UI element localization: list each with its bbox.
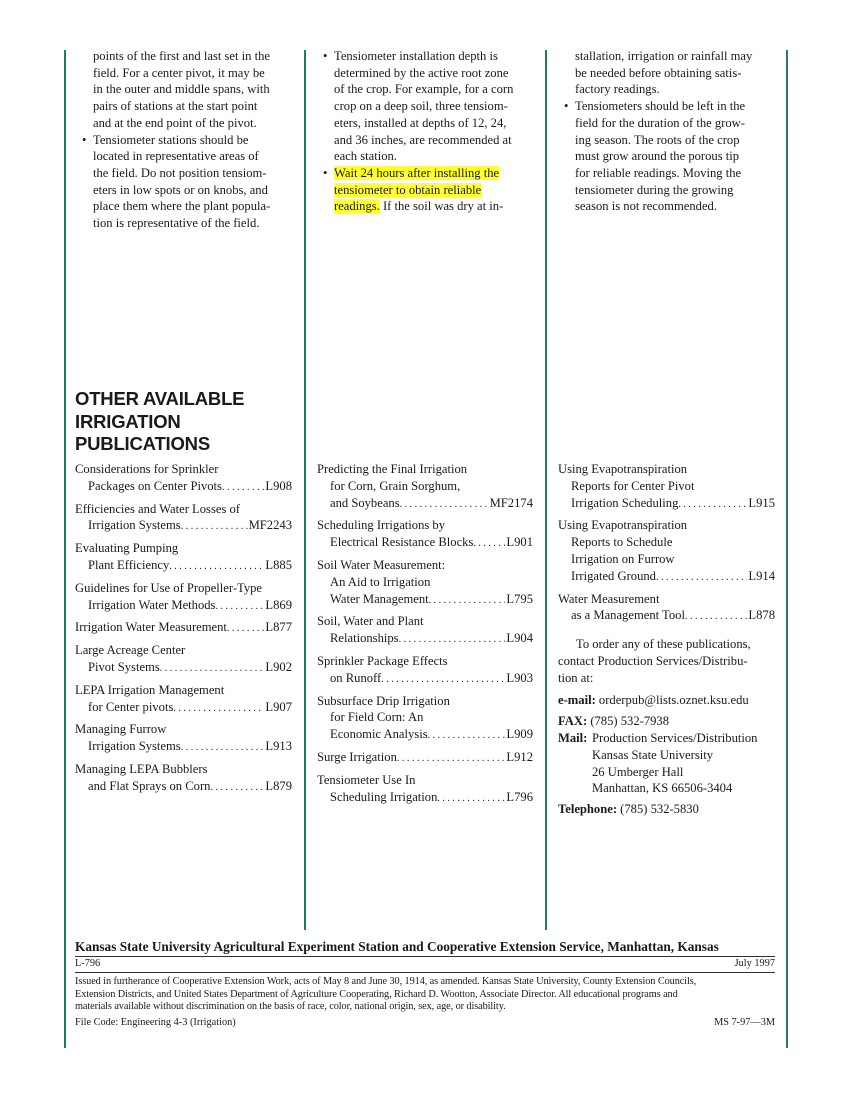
- publication-title-line: for Corn, Grain Sorghum,: [330, 478, 461, 493]
- body-column-3: [561, 48, 781, 215]
- file-code: File Code: Engineering 4-3 (Irrigation): [75, 1017, 236, 1028]
- dot-leader: [400, 495, 489, 514]
- bullet-list: [79, 132, 297, 232]
- publication-title-line: Irrigation on Furrow: [571, 551, 675, 566]
- bullet-icon: •: [82, 132, 87, 147]
- address-line: Kansas State University: [592, 747, 714, 762]
- publication-code: L869: [265, 597, 292, 612]
- text-line: materials available without discrimination on the basis of race, color, national origin, sex, age, or disability.: [75, 1001, 506, 1013]
- bullet-item: [320, 48, 540, 165]
- text-line: tion at:: [558, 670, 594, 685]
- publication-item: [75, 721, 292, 757]
- publication-code: L878: [748, 608, 775, 623]
- nondiscrimination-notice: [75, 976, 775, 1014]
- publication-title-line: [558, 568, 775, 587]
- fax-value: (785) 532-7938: [590, 714, 670, 729]
- publication-code: L879: [265, 778, 292, 793]
- publication-item: [75, 642, 292, 678]
- publication-item: [317, 613, 533, 649]
- continued-paragraph: [561, 48, 781, 98]
- dot-leader: [160, 659, 265, 678]
- publication-item: [75, 501, 292, 537]
- publication-code: MF2174: [489, 495, 533, 510]
- dot-leader: [397, 749, 506, 768]
- text-line: in the outer and middle spans, with: [93, 82, 270, 97]
- publication-title-line: [317, 789, 533, 808]
- publication-title-text: Packages on Center Pivots: [88, 478, 222, 493]
- publication-item: [317, 772, 533, 808]
- publication-title-line: Managing Furrow: [75, 722, 167, 737]
- publication-title-line: [75, 778, 292, 797]
- address-line: Manhattan, KS 66506-3404: [592, 781, 733, 796]
- dot-leader: [169, 557, 264, 576]
- body-column-2: [320, 48, 540, 215]
- publication-item: [75, 761, 292, 797]
- publication-list-column-3: [558, 461, 775, 630]
- text-line: of the crop. For example, for a corn: [334, 82, 514, 97]
- publication-title-line: [317, 670, 533, 689]
- bullet-item-highlighted: [320, 165, 540, 215]
- dot-leader: [656, 568, 747, 587]
- publication-title-line: Reports for Center Pivot: [571, 478, 695, 493]
- section-heading: [75, 388, 285, 456]
- footer-title: Kansas State University Agricultural Experiment Station and Cooperative Extension Service, Manhattan, Kansas: [75, 939, 719, 954]
- publication-title-line: Subsurface Drip Irrigation: [317, 693, 450, 708]
- publication-title-line: Tensiometer Use In: [317, 772, 416, 787]
- publication-code: L912: [506, 749, 533, 764]
- publication-title-line: Managing LEPA Bubblers: [75, 761, 208, 776]
- publication-item: [75, 682, 292, 718]
- publication-title-text: Pivot Systems: [88, 659, 160, 674]
- publication-title-text: Plant Efficiency: [88, 557, 170, 572]
- address-line: Production Services/Distribution: [592, 730, 758, 745]
- publication-title-line: [317, 534, 533, 553]
- publication-title-text: Irrigation Systems: [88, 518, 181, 533]
- dot-leader: [222, 478, 264, 497]
- bullet-icon: •: [564, 99, 569, 114]
- publication-code: L903: [506, 670, 533, 685]
- text-line: tensiometer during the growing: [575, 182, 734, 197]
- publication-title-text: as a Management Tool: [571, 608, 685, 623]
- text-line: eters in low spots or on knobs, and: [93, 182, 268, 197]
- address-line: 26 Umberger Hall: [592, 764, 684, 779]
- footer-rule-bottom: [75, 972, 775, 973]
- publication-title-text: Irrigation Systems: [88, 739, 181, 754]
- publication-title-line: Using Evapotranspiration: [558, 462, 688, 476]
- highlighted-text: readings.: [334, 199, 380, 214]
- text-line: Issued in furtherance of Cooperative Extension Work, acts of May 8 and June 30, 1914, as amended. Kansas State University, County Extension Councils,: [75, 976, 697, 987]
- dot-leader: [181, 738, 265, 757]
- publication-list-column-2: [317, 461, 533, 811]
- mail-address: [592, 730, 757, 797]
- email-row: [558, 692, 780, 709]
- publication-title-line: [75, 659, 292, 678]
- publication-title-text: on Runoff: [330, 670, 382, 685]
- text-line: eters, installed at depths of 12, 24,: [334, 115, 507, 130]
- dot-leader: [428, 726, 506, 745]
- publication-code: L877: [265, 620, 292, 635]
- publication-title-text: and Flat Sprays on Corn: [88, 778, 211, 793]
- dot-leader: [437, 789, 505, 808]
- publication-code: L909: [506, 727, 533, 742]
- bullet-icon: •: [323, 165, 328, 180]
- dot-leader: [399, 630, 506, 649]
- publication-title-line: [75, 619, 292, 638]
- publication-code: L915: [748, 495, 775, 510]
- dot-leader: [678, 495, 747, 514]
- text-line: Tensiometers should be left in the: [575, 99, 746, 114]
- text-line: field for the duration of the grow-: [575, 115, 745, 130]
- publication-title-text: Surge Irrigation: [317, 749, 397, 764]
- publication-title-text: for Center pivots: [88, 699, 174, 714]
- text-line: determined by the active root zone: [334, 65, 509, 80]
- text-line: [334, 182, 540, 199]
- dot-leader: [173, 699, 264, 718]
- heading-line: PUBLICATIONS: [75, 433, 210, 454]
- dot-leader: [685, 607, 747, 626]
- publication-code: L908: [265, 478, 292, 493]
- publication-title-text: Irrigation Scheduling: [571, 495, 679, 510]
- publication-item: [558, 461, 775, 513]
- publication-title-line: An Aid to Irrigation: [330, 574, 431, 589]
- publication-list-column-1: [75, 461, 292, 801]
- dot-leader: [227, 619, 264, 638]
- publication-code: L907: [265, 699, 292, 714]
- column-rule-center-left: [304, 50, 306, 930]
- column-rule-right: [786, 50, 788, 1048]
- publication-title-line: [75, 557, 292, 576]
- text-line: tion is representative of the field.: [93, 216, 260, 231]
- phone-row: [558, 801, 780, 818]
- publication-title-line: LEPA Irrigation Management: [75, 682, 225, 697]
- publication-title-line: Guidelines for Use of Propeller-Type: [75, 580, 263, 595]
- text-line: located in representative areas of: [93, 149, 259, 164]
- heading-line: OTHER AVAILABLE: [75, 388, 245, 409]
- body-column-1: [79, 48, 297, 232]
- publication-title-line: [317, 630, 533, 649]
- publication-item: [75, 540, 292, 576]
- dot-leader: [210, 778, 264, 797]
- dot-leader: [215, 597, 264, 616]
- publication-item: [75, 461, 292, 497]
- publication-item: [317, 517, 533, 553]
- bullet-icon: •: [323, 49, 328, 63]
- column-rule-left: [64, 50, 66, 1048]
- publication-title-line: Soil, Water and Plant: [317, 614, 424, 629]
- publication-title-line: Using Evapotranspiration: [558, 518, 688, 533]
- text-line: stallation, irrigation or rainfall may: [575, 49, 753, 63]
- publication-title-line: Predicting the Final Irrigation: [317, 462, 468, 476]
- publication-code: L796: [506, 789, 533, 804]
- publication-title-line: Sprinkler Package Effects: [317, 653, 448, 668]
- text-line: for reliable readings. Moving the: [575, 165, 742, 180]
- publication-code: L795: [506, 591, 533, 606]
- publication-title-text: Economic Analysis: [330, 727, 428, 742]
- text-line: the field. Do not position tensiom-: [93, 165, 267, 180]
- publication-title-line: Efficiencies and Water Losses of: [75, 501, 240, 516]
- publication-title-text: Irrigation Water Measurement: [75, 620, 227, 635]
- highlighted-text: tensiometer to obtain reliable: [334, 182, 482, 197]
- publication-title-line: [558, 607, 775, 626]
- text-line: field. For a center pivot, it may be: [93, 65, 265, 80]
- publication-title-text: Water Management: [330, 591, 429, 606]
- text-line: Tensiometer stations should be: [93, 132, 249, 147]
- text-line: and at the end point of the pivot.: [93, 115, 257, 130]
- publication-title-line: [317, 726, 533, 745]
- continued-paragraph: [79, 48, 297, 132]
- publication-title-line: [75, 699, 292, 718]
- publication-title-line: [75, 478, 292, 497]
- publication-code: L914: [748, 568, 775, 583]
- email-value: orderpub@lists.oznet.ksu.edu: [598, 693, 749, 708]
- publication-title-line: Water Measurement: [558, 591, 660, 606]
- publication-title-line: Evaluating Pumping: [75, 541, 179, 556]
- publication-title-text: Electrical Resistance Blocks: [330, 535, 474, 550]
- text-line: To order any of these publications,: [576, 637, 751, 651]
- text-line: and 36 inches, are recommended at: [334, 132, 512, 147]
- publication-item: [317, 693, 533, 745]
- fax-label: FAX:: [558, 714, 588, 729]
- publication-title-text: Scheduling Irrigation: [330, 789, 438, 804]
- bullet-list: [320, 48, 540, 215]
- footer-rule-top: [75, 956, 775, 957]
- text-line: [334, 165, 540, 182]
- publication-title-text: Relationships: [330, 631, 399, 646]
- fax-row: [558, 713, 780, 730]
- publication-code: L901: [506, 535, 533, 550]
- email-label: e-mail:: [558, 693, 596, 708]
- publication-title-line: Reports to Schedule: [571, 535, 673, 550]
- publication-title-line: Soil Water Measurement:: [317, 557, 446, 572]
- dot-leader: [181, 517, 248, 536]
- publication-title-text: and Soybeans: [330, 495, 400, 510]
- publication-code: L913: [265, 739, 292, 754]
- text-line: place them where the plant popula-: [93, 199, 271, 214]
- heading-line: IRRIGATION: [75, 410, 181, 432]
- publication-code: L902: [265, 659, 292, 674]
- ordering-info: [558, 636, 780, 818]
- bullet-list: [561, 98, 781, 215]
- text-line: season is not recommended.: [575, 199, 717, 214]
- publication-title-line: [317, 749, 533, 768]
- publication-title-line: Large Acreage Center: [75, 643, 186, 658]
- publication-item: [317, 653, 533, 689]
- publication-item: [317, 557, 533, 609]
- publication-item: [75, 619, 292, 638]
- publication-title-line: [75, 738, 292, 757]
- text-line: each station.: [334, 149, 397, 164]
- publication-title-text: Irrigated Ground: [571, 568, 656, 583]
- mail-row: [558, 730, 780, 797]
- publication-item: [317, 461, 533, 513]
- publication-item: [558, 517, 775, 586]
- publication-item: [317, 749, 533, 768]
- dot-leader: [381, 670, 505, 689]
- bullet-item: [79, 132, 297, 232]
- text-line: Tensiometer installation depth is: [334, 49, 498, 63]
- publication-number: L-796: [75, 958, 101, 969]
- mail-label: Mail:: [558, 730, 588, 745]
- phone-value: (785) 532-5830: [620, 802, 699, 817]
- text-line: pairs of stations at the start point: [93, 99, 258, 114]
- publication-item: [558, 591, 775, 627]
- text-line: ing season. The roots of the crop: [575, 132, 740, 147]
- publication-title-line: [317, 495, 533, 514]
- text-line: be needed before obtaining satis-: [575, 65, 742, 80]
- publication-title-line: Scheduling Irrigations by: [317, 518, 446, 533]
- print-code: MS 7-97—3M: [714, 1017, 775, 1028]
- publication-code: L885: [265, 557, 292, 572]
- publication-title-text: Irrigation Water Methods: [88, 597, 216, 612]
- text-line: contact Production Services/Distribu-: [558, 653, 748, 668]
- ordering-intro: [558, 636, 780, 686]
- publication-title-line: [75, 517, 292, 536]
- text-run: If the soil was dry at in-: [379, 199, 504, 214]
- text-line: [334, 198, 540, 215]
- publication-title-line: for Field Corn: An: [330, 710, 424, 725]
- phone-label: Telephone:: [558, 802, 618, 817]
- bullet-item: [561, 98, 781, 215]
- publication-title-line: [558, 495, 775, 514]
- text-line: factory readings.: [575, 82, 660, 97]
- text-line: points of the first and last set in the: [93, 49, 270, 63]
- publication-item: [75, 580, 292, 616]
- text-line: must grow around the porous tip: [575, 149, 740, 164]
- publication-title-line: [317, 591, 533, 610]
- publication-code: MF2243: [248, 518, 292, 533]
- text-line: Extension Districts, and United States Department of Agriculture Cooperating, Richard D. Wootton, Associate Director. All educational programs and: [75, 988, 678, 1000]
- column-rule-center-right: [545, 50, 547, 930]
- publication-code: L904: [506, 631, 533, 646]
- dot-leader: [429, 591, 506, 610]
- text-line: crop on a deep soil, three tensiom-: [334, 99, 508, 114]
- highlighted-text: Wait 24 hours after installing the: [334, 165, 500, 180]
- publication-date: July 1997: [734, 958, 775, 969]
- publication-title-line: [75, 597, 292, 616]
- publication-title-line: Considerations for Sprinkler: [75, 462, 219, 476]
- dot-leader: [473, 534, 505, 553]
